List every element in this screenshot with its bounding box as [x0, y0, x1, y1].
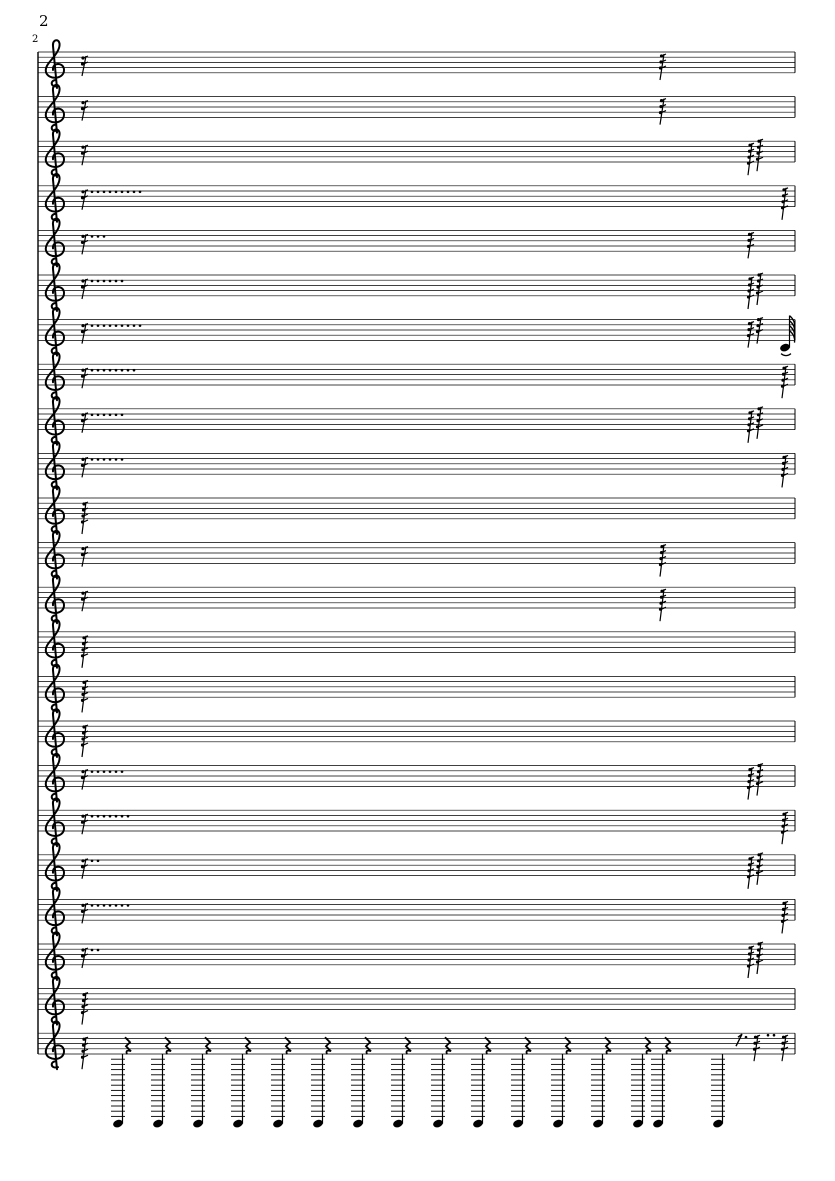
end-rest	[781, 812, 788, 844]
staff-18	[38, 798, 795, 846]
quarter-rest	[205, 1037, 211, 1054]
treble-clef-icon	[46, 1021, 64, 1069]
augmentation-dot	[121, 369, 124, 372]
end-rest	[659, 99, 666, 125]
augmentation-dot	[773, 1034, 776, 1037]
augmentation-dot	[97, 324, 100, 327]
augmentation-dot	[91, 235, 94, 238]
augmentation-dot	[91, 280, 94, 283]
augmentation-dot	[115, 904, 118, 907]
rest-stem	[82, 725, 86, 757]
augmentation-dot	[91, 458, 94, 461]
augmentation-dot	[91, 770, 94, 773]
end-rest	[756, 853, 763, 885]
augmentation-dot	[121, 324, 124, 327]
augmentation-dot	[109, 369, 112, 372]
staff-6	[38, 263, 795, 311]
treble-clef-icon	[46, 843, 64, 891]
quarter-rest	[665, 1037, 671, 1054]
augmentation-dot	[121, 280, 124, 283]
low-note	[271, 1037, 291, 1128]
augmentation-dot	[91, 191, 94, 194]
augmentation-dot	[115, 815, 118, 818]
rest-stem	[82, 993, 86, 1025]
quarter-rest	[285, 1037, 291, 1054]
augmentation-dot	[91, 414, 94, 417]
treble-clef-icon	[46, 397, 64, 445]
staff-15	[38, 665, 795, 713]
augmentation-dot	[133, 191, 136, 194]
augmentation-dot	[139, 191, 142, 194]
low-note	[431, 1037, 451, 1128]
augmentation-dot	[121, 191, 124, 194]
quarter-rest	[485, 1037, 491, 1054]
tie	[781, 354, 791, 356]
rest-stem	[748, 411, 752, 443]
lead-rest	[81, 502, 88, 534]
treble-clef-icon	[46, 575, 64, 623]
augmentation-dot	[91, 860, 94, 863]
augmentation-dot	[91, 949, 94, 952]
quarter-rest	[165, 1037, 171, 1054]
low-note	[591, 1037, 611, 1128]
rest-stem	[82, 636, 86, 668]
staff-20	[38, 888, 795, 936]
treble-clef-icon	[46, 754, 64, 802]
augmentation-dot	[115, 414, 118, 417]
augmentation-dot	[109, 770, 112, 773]
augmentation-dot	[97, 280, 100, 283]
augmentation-dot	[97, 191, 100, 194]
rest-stem	[782, 901, 786, 933]
rest-stem	[660, 545, 664, 577]
final-staff-notes	[111, 1034, 788, 1129]
low-note	[191, 1037, 211, 1128]
end-rest	[753, 1035, 760, 1061]
treble-clef-icon	[46, 40, 64, 88]
end-rest	[756, 764, 763, 796]
augmentation-dot	[133, 324, 136, 327]
quarter-rest	[645, 1037, 651, 1054]
staff-5	[38, 219, 795, 267]
augmentation-dot	[767, 1034, 770, 1037]
rest-stem	[748, 277, 752, 309]
low-note	[711, 1054, 725, 1129]
low-note	[471, 1037, 491, 1128]
augmentation-dot	[127, 815, 130, 818]
end-rest	[781, 901, 788, 933]
augmentation-dot	[115, 770, 118, 773]
augmentation-dot	[115, 369, 118, 372]
lead-rest	[81, 1037, 88, 1069]
treble-clef-icon	[46, 531, 64, 579]
augmentation-dot	[103, 904, 106, 907]
rest-stem	[757, 764, 761, 796]
rest-stem	[748, 857, 752, 889]
quarter-rest	[125, 1037, 131, 1054]
augmentation-dot	[139, 324, 142, 327]
augmentation-dot	[97, 458, 100, 461]
augmentation-dot	[97, 369, 100, 372]
rest-stem	[782, 812, 786, 844]
augmentation-dot	[97, 860, 100, 863]
augmentation-dot	[103, 280, 106, 283]
rest-stem	[782, 366, 786, 398]
augmentation-dot	[97, 235, 100, 238]
quarter-rest	[245, 1037, 251, 1054]
quarter-rest	[405, 1037, 411, 1054]
augmentation-dot	[97, 414, 100, 417]
end-rest	[747, 322, 754, 348]
low-note	[511, 1037, 531, 1128]
low-note	[351, 1037, 371, 1128]
augmentation-dot	[109, 414, 112, 417]
low-note	[111, 1037, 131, 1128]
end-rest	[747, 277, 754, 309]
quarter-rest	[325, 1037, 331, 1054]
treble-clef-icon	[46, 486, 64, 534]
augmentation-dot	[115, 191, 118, 194]
rest-stem	[782, 188, 786, 220]
end-rest	[659, 589, 666, 621]
end-rest	[747, 143, 754, 175]
staff-2	[38, 85, 795, 133]
staff-4	[38, 174, 795, 222]
end-rest	[747, 857, 754, 889]
treble-clef-icon	[46, 352, 64, 400]
end-rest	[747, 946, 754, 978]
staff-1	[38, 40, 795, 88]
low-note	[151, 1037, 171, 1128]
augmentation-dot	[103, 191, 106, 194]
rest-stem	[748, 768, 752, 800]
end-rest	[756, 407, 763, 439]
treble-clef-icon	[46, 263, 64, 311]
treble-clef-icon	[46, 219, 64, 267]
augmentation-dot	[133, 369, 136, 372]
augmentation-dot	[127, 904, 130, 907]
rest-stem	[82, 1037, 86, 1069]
low-note	[391, 1037, 411, 1128]
treble-clef-icon	[46, 308, 64, 356]
quarter-rest	[365, 1037, 371, 1054]
rest-stem	[660, 589, 664, 621]
augmentation-dot	[109, 458, 112, 461]
staff-7	[38, 308, 795, 356]
augmentation-dot	[91, 904, 94, 907]
end-rest	[756, 139, 763, 171]
low-note	[551, 1037, 571, 1128]
rest-stem	[757, 139, 761, 171]
rest-stem	[757, 942, 761, 974]
treble-clef-icon	[46, 709, 64, 757]
lead-rest	[81, 725, 88, 757]
end-rest	[747, 768, 754, 800]
augmentation-dot	[97, 904, 100, 907]
augmentation-dot	[121, 770, 124, 773]
augmentation-dot	[127, 324, 130, 327]
treble-clef-icon	[46, 665, 64, 713]
augmentation-dot	[745, 1036, 748, 1039]
augmentation-dot	[91, 815, 94, 818]
augmentation-dot	[97, 815, 100, 818]
augmentation-dot	[121, 414, 124, 417]
low-note	[311, 1037, 331, 1128]
final-ending-figure	[736, 1034, 788, 1061]
treble-clef-icon	[46, 442, 64, 490]
augmentation-dot	[127, 191, 130, 194]
end-rest	[659, 54, 666, 80]
rest-stem	[82, 502, 86, 534]
treble-clef-icon	[46, 129, 64, 177]
quarter-rest	[445, 1037, 451, 1054]
staff-16	[38, 709, 795, 757]
end-rest	[781, 366, 788, 398]
augmentation-dot	[109, 815, 112, 818]
augmentation-dot	[109, 324, 112, 327]
augmentation-dot	[91, 369, 94, 372]
low-note	[631, 1037, 651, 1128]
staff-3	[38, 129, 795, 177]
end-rest	[781, 188, 788, 220]
augmentation-dot	[121, 458, 124, 461]
end-rest	[756, 942, 763, 974]
lead-rest	[81, 680, 88, 712]
augmentation-dot	[103, 815, 106, 818]
staff-11	[38, 486, 795, 534]
rest-stem	[748, 946, 752, 978]
staff-8	[38, 352, 795, 400]
treble-clef-icon	[46, 174, 64, 222]
staff-9	[38, 397, 795, 445]
augmentation-dot	[115, 324, 118, 327]
low-note	[231, 1037, 251, 1128]
augmentation-dot	[103, 235, 106, 238]
treble-clef-icon	[46, 977, 64, 1025]
staff-17	[38, 754, 795, 802]
augmentation-dot	[109, 280, 112, 283]
augmentation-dot	[103, 458, 106, 461]
end-rest	[781, 455, 788, 487]
augmentation-dot	[91, 324, 94, 327]
staff-19	[38, 843, 795, 891]
end-rest	[747, 232, 754, 258]
augmentation-dot	[121, 815, 124, 818]
rest-stem	[757, 407, 761, 439]
rest-stem	[757, 273, 761, 305]
augmentation-dot	[109, 191, 112, 194]
end-rest	[756, 273, 763, 305]
low-note	[651, 1037, 671, 1128]
staff-14	[38, 620, 795, 668]
treble-clef-icon	[46, 888, 64, 936]
treble-clef-icon	[46, 620, 64, 668]
augmentation-dot	[115, 458, 118, 461]
end-rest	[659, 545, 666, 577]
staff-21	[38, 932, 795, 980]
staff-22	[38, 977, 795, 1025]
augmentation-dot	[103, 324, 106, 327]
rest-stem	[748, 143, 752, 175]
end-rest	[747, 411, 754, 443]
staff-12	[38, 531, 795, 579]
measure-number: 2	[32, 34, 39, 45]
rest-stem	[82, 680, 86, 712]
quarter-rest	[605, 1037, 611, 1054]
lead-rest	[81, 993, 88, 1025]
quarter-rest	[565, 1037, 571, 1054]
quarter-rest	[525, 1037, 531, 1054]
treble-clef-icon	[46, 85, 64, 133]
augmentation-dot	[103, 770, 106, 773]
augmentation-dot	[127, 369, 130, 372]
augmentation-dot	[97, 770, 100, 773]
augmentation-dot	[121, 904, 124, 907]
augmentation-dot	[109, 904, 112, 907]
lead-rest	[81, 636, 88, 668]
eighth-rest	[736, 1034, 742, 1046]
augmentation-dot	[103, 414, 106, 417]
rest-stem	[757, 853, 761, 885]
end-rest	[781, 1035, 788, 1061]
augmentation-dot	[97, 949, 100, 952]
page-number: 2	[39, 12, 49, 30]
treble-clef-icon	[46, 798, 64, 846]
end-rest	[756, 318, 763, 344]
treble-clef-icon	[46, 932, 64, 980]
augmentation-dot	[103, 369, 106, 372]
staff-10	[38, 442, 795, 490]
augmentation-dot	[115, 280, 118, 283]
staff-13	[38, 575, 795, 623]
rest-stem	[782, 455, 786, 487]
staff-23	[38, 1021, 795, 1069]
